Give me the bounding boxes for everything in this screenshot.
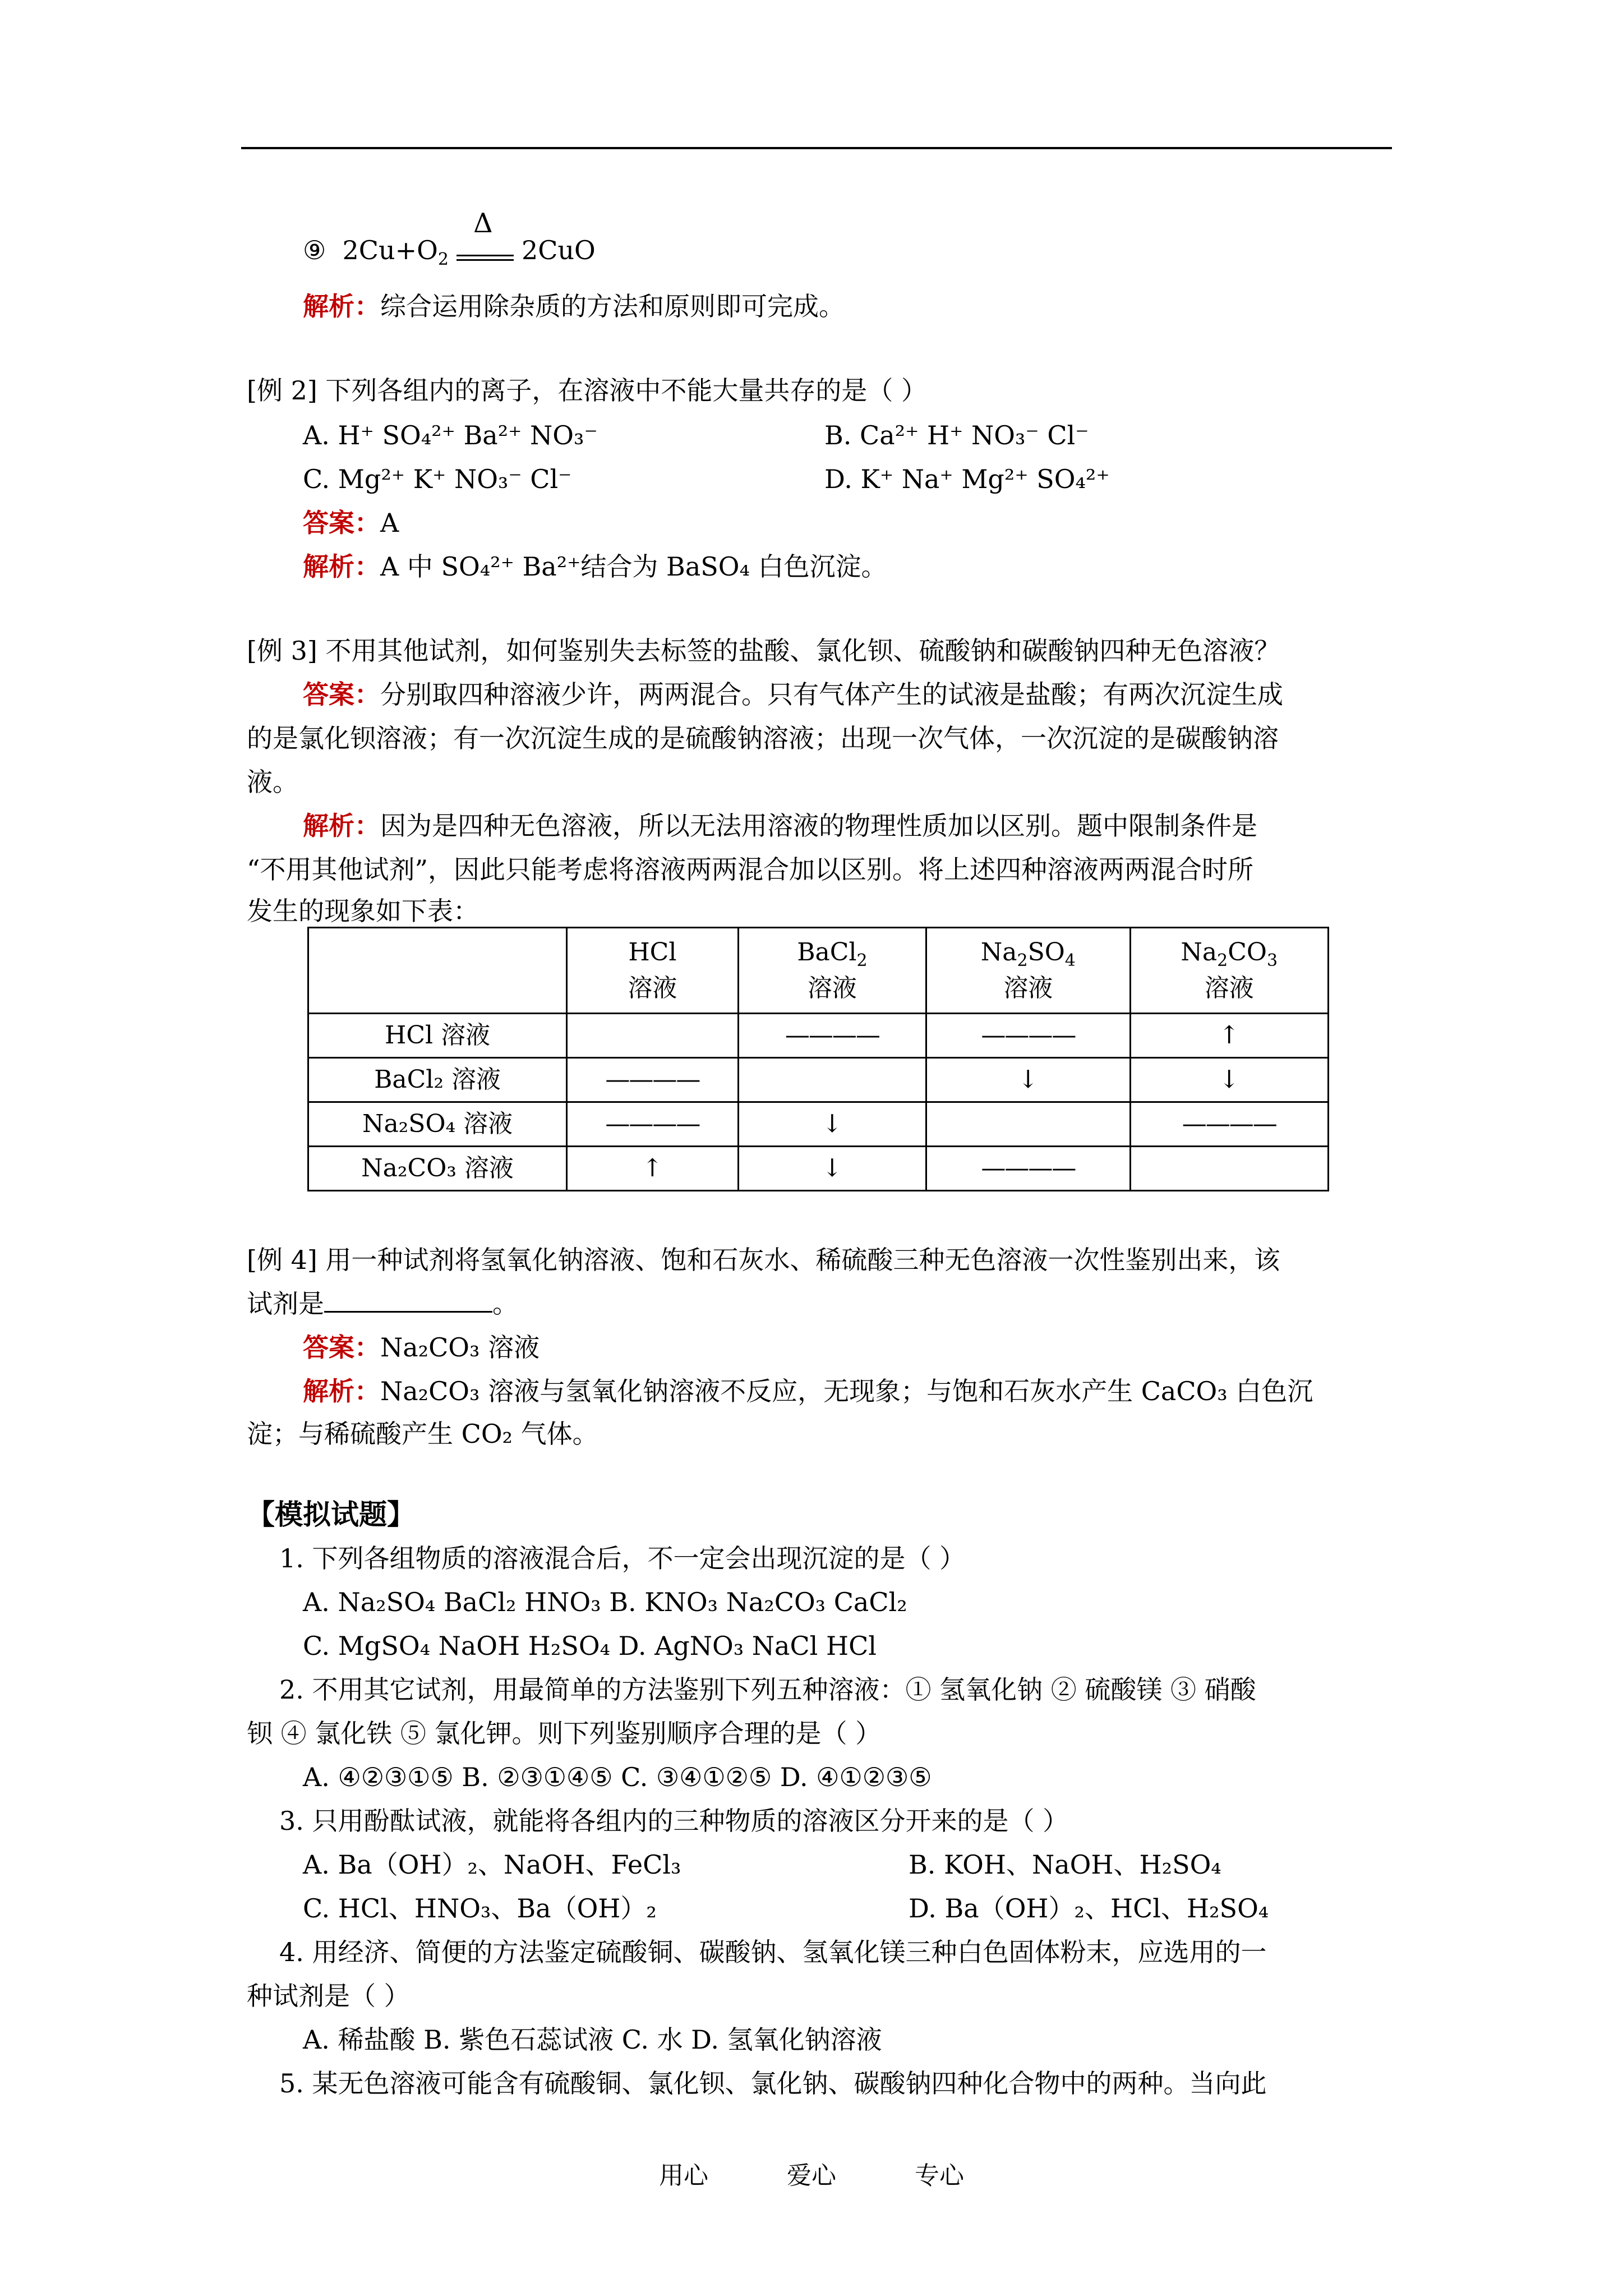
analysis-text: Na₂CO₃ 溶液与氢氧化钠溶液不反应，无现象；与饱和石灰水产生 CaCO₃ 白色沉 (380, 1376, 1313, 1406)
stem-end: 。 (492, 1289, 518, 1319)
mixing-phenomena-table (307, 927, 1329, 1191)
answer-label: 答案： (303, 679, 380, 710)
table-cell: ———— (926, 1014, 1130, 1058)
question-5-line-1: 5. 某无色溶液可能含有硫酸铜、氯化钡、氯化钠、碳酸钠四种化合物中的两种。当向此 (279, 2068, 1267, 2099)
table-cell (567, 1014, 739, 1058)
question-4-options: A. 稀盐酸 B. 紫色石蕊试液 C. 水 D. 氢氧化钠溶液 (303, 2024, 882, 2055)
question-3-option-c: C. HCl、HNO₃、Ba（OH）₂ (303, 1893, 657, 1924)
stem-text: 试剂是 (247, 1289, 324, 1319)
example-3-answer-line-1 (303, 679, 1283, 710)
footer-word: 专心 (915, 2161, 964, 2190)
table-cell: ———— (1130, 1102, 1328, 1147)
eq-right: 2CuO (521, 235, 596, 265)
table-row-label: Na₂CO₃ 溶液 (308, 1147, 567, 1191)
example-2-analysis (303, 551, 887, 582)
table-cell: ———— (738, 1014, 926, 1058)
table-cell: ↓ (738, 1147, 926, 1191)
table-row (308, 1147, 1329, 1191)
table-cell: ↓ (1130, 1058, 1328, 1102)
table-cell (738, 1058, 926, 1102)
table-row (308, 1058, 1329, 1102)
analysis-label: 解析： (303, 1376, 380, 1406)
question-2-options: A. ④②③①⑤ B. ②③①④⑤ C. ③④①②⑤ D. ④①②③⑤ (303, 1762, 932, 1792)
table-cell: ———— (567, 1102, 739, 1147)
answer-text: 分别取四种溶液少许，两两混合。只有气体产生的试液是盐酸；有两次沉淀生成 (380, 679, 1283, 710)
analysis-9 (303, 291, 845, 322)
analysis-label: 解析： (303, 291, 380, 321)
page-footer (0, 2155, 1623, 2191)
table-header-cell: BaCl$_2$ 溶液 (738, 928, 926, 1014)
table-header-cell (308, 928, 567, 1014)
answer-text: Na₂CO₃ 溶液 (380, 1332, 540, 1363)
example-3-analysis-line-3: 发生的现象如下表： (247, 896, 479, 926)
table-header-cell: $Na_2SO_4$ 溶液 (926, 928, 1130, 1014)
answer-blank (324, 1289, 492, 1313)
analysis-label: 解析： (303, 551, 380, 582)
heat-condition: Δ (473, 208, 493, 239)
question-1-options-row-2: C. MgSO₄ NaOH H₂SO₄ D. AgNO₃ NaCl HCl (303, 1631, 877, 1661)
table-header-cell: $Na_2CO_3$ 溶液 (1130, 928, 1328, 1014)
table-cell (1130, 1147, 1328, 1191)
header-rule (241, 147, 1392, 149)
question-2-line-1: 2. 不用其它试剂，用最简单的方法鉴别下列五种溶液：① 氢氧化钠 ② 硫酸镁 ③ 硝酸 (279, 1674, 1256, 1705)
answer-label: 答案： (303, 508, 380, 538)
analysis-label: 解析： (303, 811, 380, 841)
example-4-stem-line-2 (247, 1288, 518, 1319)
table-row-label: Na₂SO₄ 溶液 (308, 1102, 567, 1147)
table-cell: ———— (926, 1147, 1130, 1191)
table-cell: ↓ (926, 1058, 1130, 1102)
table-cell: ↓ (738, 1102, 926, 1147)
item-number: ⑨ (303, 235, 326, 265)
example-3-stem: [例 3] 不用其他试剂，如何鉴别失去标签的盐酸、氯化钡、硫酸钠和碳酸钠四种无色溶液？ (247, 636, 1280, 666)
question-3-option-a: A. Ba（OH）₂、NaOH、FeCl₃ (303, 1849, 681, 1880)
table-header-row (308, 928, 1329, 1014)
table-cell: ↑ (567, 1147, 739, 1191)
example-3-analysis-line-2: “不用其他试剂”，因此只能考虑将溶液两两混合加以区别。将上述四种溶液两两混合时所 (247, 854, 1254, 885)
question-4-line-1: 4. 用经济、简便的方法鉴定硫酸铜、碳酸钠、氢氧化镁三种白色固体粉末，应选用的一 (279, 1937, 1267, 1967)
example-3-answer-line-2: 的是氯化钡溶液；有一次沉淀生成的是硫酸钠溶液；出现一次气体，一次沉淀的是碳酸钠溶 (247, 723, 1279, 753)
footer-word: 爱心 (787, 2161, 836, 2190)
example-4-analysis-line-2: 淀；与稀硫酸产生 CO₂ 气体。 (247, 1419, 598, 1449)
example-3-answer-line-3: 液。 (247, 767, 298, 797)
table-row (308, 1014, 1329, 1058)
example-2-option-a: A. H⁺ SO₄²⁺ Ba²⁺ NO₃⁻ (303, 420, 598, 450)
question-3-option-b: B. KOH、NaOH、H₂SO₄ (909, 1849, 1221, 1880)
example-4-answer (303, 1332, 540, 1363)
section-title: 【模拟试题】 (247, 1498, 415, 1531)
example-2-option-d: D. K⁺ Na⁺ Mg²⁺ SO₄²⁺ (824, 464, 1110, 494)
eq-left: 2Cu+O (342, 235, 438, 265)
example-2-option-b: B. Ca²⁺ H⁺ NO₃⁻ Cl⁻ (824, 420, 1089, 450)
question-1-options-row-1: A. Na₂SO₄ BaCl₂ HNO₃ B. KNO₃ Na₂CO₃ CaCl₂ (303, 1587, 907, 1617)
table-cell (926, 1102, 1130, 1147)
table-cell: ———— (567, 1058, 739, 1102)
eq-left-sub: 2 (437, 250, 449, 269)
table-header-cell: HCl 溶液 (567, 928, 739, 1014)
question-4-line-2: 种试剂是（ ） (247, 1981, 410, 2011)
example-2-stem: [例 2] 下列各组内的离子，在溶液中不能大量共存的是（ ） (247, 375, 928, 406)
question-3-option-d: D. Ba（OH）₂、HCl、H₂SO₄ (909, 1893, 1269, 1924)
answer-text: A (380, 508, 399, 538)
table-row-label: BaCl₂ 溶液 (308, 1058, 567, 1102)
table-row (308, 1102, 1329, 1147)
analysis-text: 综合运用除杂质的方法和原则即可完成。 (380, 291, 845, 321)
heat-equals-sign (452, 208, 518, 266)
question-2-line-2: 钡 ④ 氯化铁 ⑤ 氯化钾。则下列鉴别顺序合理的是（ ） (247, 1718, 882, 1749)
footer-word: 用心 (659, 2161, 708, 2190)
example-2-option-c: C. Mg²⁺ K⁺ NO₃⁻ Cl⁻ (303, 464, 572, 494)
question-1: 1. 下列各组物质的溶液混合后，不一定会出现沉淀的是（ ） (279, 1543, 966, 1573)
analysis-text: A 中 SO₄²⁺ Ba²⁺结合为 BaSO₄ 白色沉淀。 (380, 551, 887, 582)
table-cell: ↑ (1130, 1014, 1328, 1058)
table-row-label: HCl 溶液 (308, 1014, 567, 1058)
example-4-analysis-line-1 (303, 1375, 1313, 1407)
question-3: 3. 只用酚酞试液，就能将各组内的三种物质的溶液区分开来的是（ ） (279, 1806, 1069, 1836)
answer-label: 答案： (303, 1332, 380, 1363)
example-4-stem-line-1: [例 4] 用一种试剂将氢氧化钠溶液、饱和石灰水、稀硫酸三种无色溶液一次性鉴别出来，该 (247, 1245, 1280, 1275)
analysis-text: 因为是四种无色溶液，所以无法用溶液的物理性质加以区别。题中限制条件是 (380, 811, 1257, 841)
equation-9 (303, 208, 596, 269)
example-3-analysis-line-1 (303, 810, 1257, 841)
example-2-answer (303, 507, 399, 539)
